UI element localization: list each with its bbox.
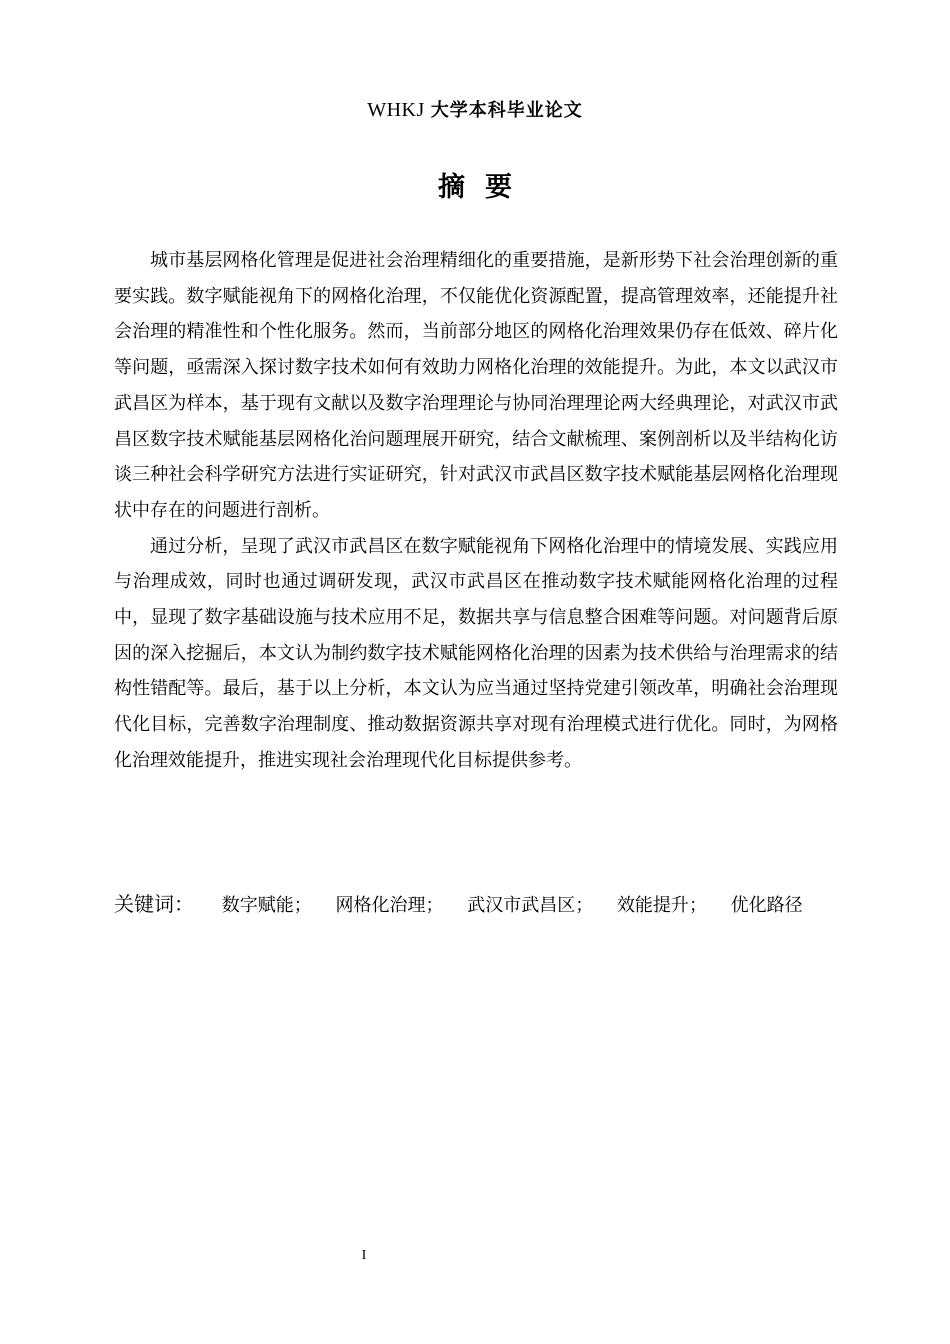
keyword-item: 网格化治理 xyxy=(335,895,426,916)
keyword-separator: ； xyxy=(293,895,312,916)
keyword-item: 数字赋能 xyxy=(221,895,294,916)
keyword-separator: ； xyxy=(688,895,707,916)
keyword-separator: ； xyxy=(575,895,594,916)
keyword-separator: ； xyxy=(425,895,444,916)
page-header xyxy=(0,95,950,126)
header-document-type: 大学本科毕业论文 xyxy=(430,100,583,121)
abstract-paragraph: 通过分析，呈现了武汉市武昌区在数字赋能视角下网格化治理中的情境发展、实践应用与治理成效，同时也通过调研发现，武汉市武昌区在推动数字技术赋能网格化治理的过程中，显现了数字基础设施与技术应用不足，数据共享与信息整合困难等问题。对问题背后原因的深入挖掘后，本文认为制约数字技术赋能网格化治理的因素为技术供给与治理需求的结构性错配等。最后，基于以上分析，本文认为应当通过坚持党建引领改革，明确社会治理现代化目标，完善数字治理制度、推动数据资源共享对现有治理模式进行优化。同时，为网格化治理效能提升，推进实现社会治理现代化目标提供参考。 xyxy=(114,535,838,771)
abstract-title: 摘要 xyxy=(438,172,532,203)
abstract-body xyxy=(114,243,838,779)
keywords-line xyxy=(114,888,838,922)
keywords-label: 关键词： xyxy=(114,892,194,916)
keyword-item: 优化路径 xyxy=(730,895,803,916)
abstract-paragraph: 城市基层网格化管理是促进社会治理精细化的重要措施，是新形势下社会治理创新的重要实践。数字赋能视角下的网格化治理，不仅能优化资源配置，提高管理效率，还能提升社会治理的精准性和个性化服务。然而，当前部分地区的网格化治理效果仍存在低效、碎片化等问题，亟需深入探讨数字技术如何有效助力网格化治理的效能提升。为此，本文以武汉市武昌区为样本，基于现有文献以及数字治理理论与协同治理理论两大经典理论，对武汉市武昌区数字技术赋能基层网格化治问题理展开研究，结合文献梳理、案例剖析以及半结构化访谈三种社会科学研究方法进行实证研究，针对武汉市武昌区数字技术赋能基层网格化治理现状中存在的问题进行剖析。 xyxy=(114,250,838,521)
keyword-item: 效能提升 xyxy=(616,895,689,916)
keyword-item: 武汉市武昌区 xyxy=(467,895,576,916)
page-number: I xyxy=(361,1248,367,1263)
header-school-code: WHKJ xyxy=(367,99,425,121)
